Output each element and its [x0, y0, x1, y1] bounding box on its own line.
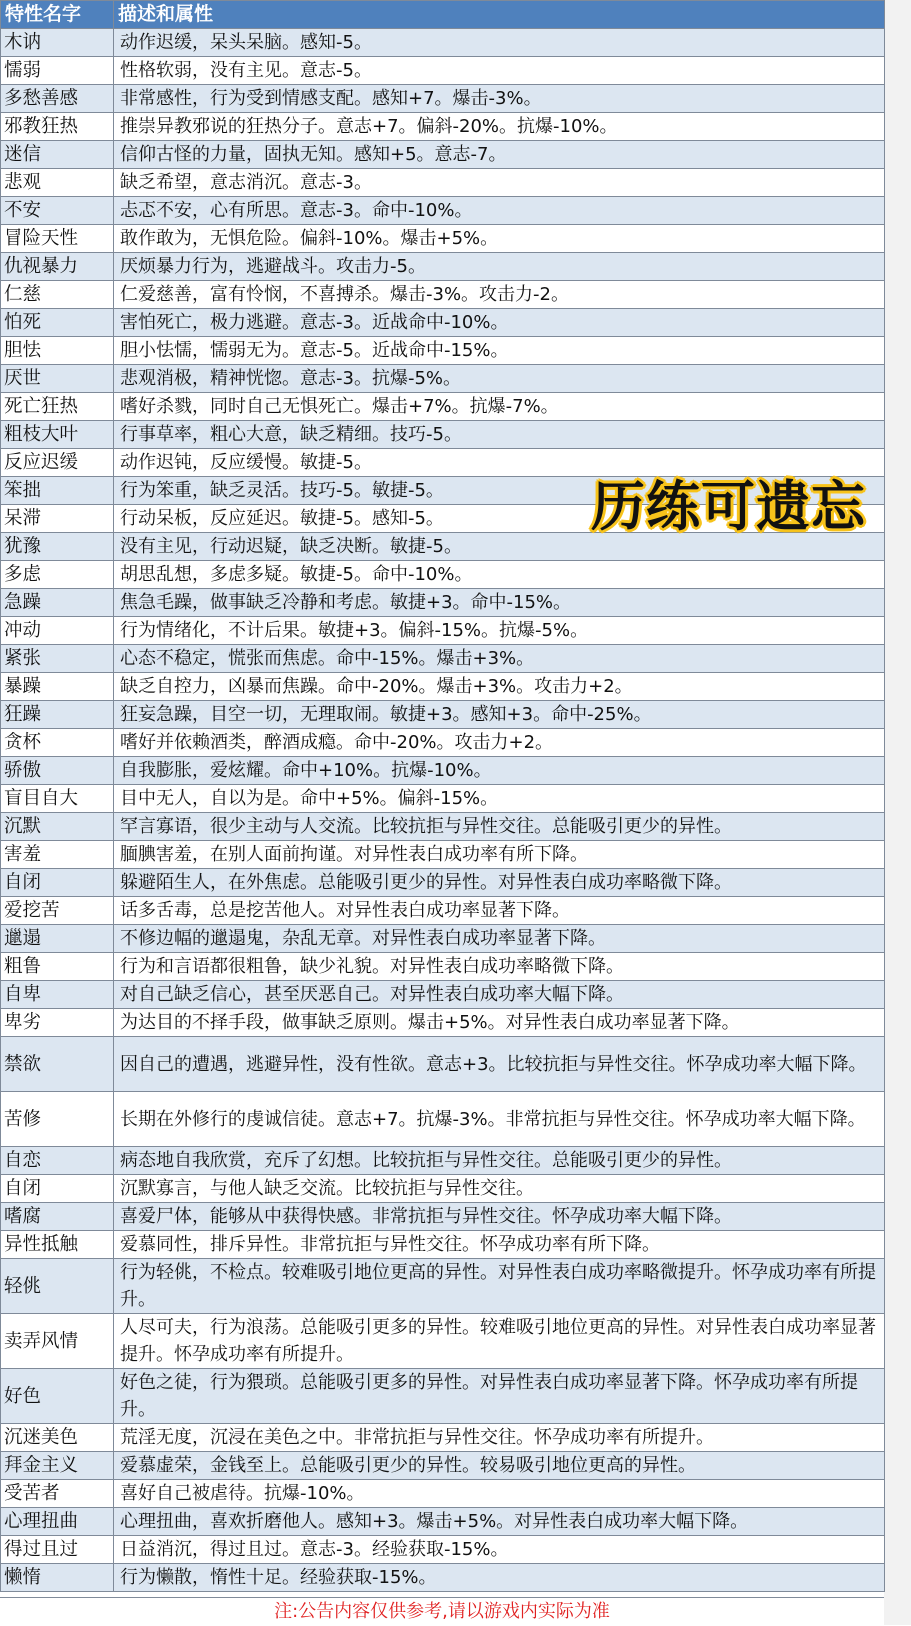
trait-name-cell: 轻佻	[1, 1259, 114, 1314]
trait-description-cell: 腼腆害羞，在别人面前拘谨。对异性表白成功率有所下降。	[114, 841, 885, 869]
table-row	[1, 813, 885, 841]
trait-name-cell: 好色	[1, 1369, 114, 1424]
table-row	[1, 729, 885, 757]
trait-description-cell: 嗜好并依赖酒类，醉酒成瘾。命中-20%。攻击力+2。	[114, 729, 885, 757]
table-row	[1, 365, 885, 393]
trait-description-cell: 悲观消极，精神恍惚。意志-3。抗爆-5%。	[114, 365, 885, 393]
trait-description-cell: 罕言寡语，很少主动与人交流。比较抗拒与异性交往。总能吸引更少的异性。	[114, 813, 885, 841]
trait-name-cell: 反应迟缓	[1, 449, 114, 477]
trait-name-cell: 笨拙	[1, 477, 114, 505]
trait-name-cell: 受苦者	[1, 1480, 114, 1508]
trait-description-cell: 因自己的遭遇，逃避异性，没有性欲。意志+3。比较抗拒与异性交往。怀孕成功率大幅下降。	[114, 1037, 885, 1092]
table-row	[1, 1175, 885, 1203]
trait-description-cell: 行事草率，粗心大意，缺乏精细。技巧-5。	[114, 421, 885, 449]
trait-name-cell: 邋遢	[1, 925, 114, 953]
trait-name-cell: 卖弄风情	[1, 1314, 114, 1369]
table-row	[1, 785, 885, 813]
table-row	[1, 561, 885, 589]
trait-description-cell: 荒淫无度，沉浸在美色之中。非常抗拒与异性交往。怀孕成功率有所提升。	[114, 1424, 885, 1452]
trait-name-cell: 多愁善感	[1, 85, 114, 113]
table-row	[1, 421, 885, 449]
trait-name-cell: 自恋	[1, 1147, 114, 1175]
trait-description-cell: 焦急毛躁，做事缺乏冷静和考虑。敏捷+3。命中-15%。	[114, 589, 885, 617]
trait-name-cell: 仁慈	[1, 281, 114, 309]
table-row	[1, 589, 885, 617]
trait-name-cell: 悲观	[1, 169, 114, 197]
table-row	[1, 757, 885, 785]
trait-description-cell: 不修边幅的邋遢鬼，杂乱无章。对异性表白成功率显著下降。	[114, 925, 885, 953]
table-row	[1, 1314, 885, 1369]
trait-description-cell: 对自己缺乏信心，甚至厌恶自己。对异性表白成功率大幅下降。	[114, 981, 885, 1009]
table-row	[1, 1424, 885, 1452]
table-row	[1, 1452, 885, 1480]
trait-name-cell: 害羞	[1, 841, 114, 869]
trait-name-cell: 不安	[1, 197, 114, 225]
table-row	[1, 897, 885, 925]
trait-description-cell: 动作迟钝，反应缓慢。敏捷-5。	[114, 449, 885, 477]
trait-name-cell: 异性抵触	[1, 1231, 114, 1259]
table-header-row	[1, 1, 885, 29]
trait-name-cell: 禁欲	[1, 1037, 114, 1092]
table-row	[1, 141, 885, 169]
table-row	[1, 1203, 885, 1231]
trait-description-cell: 胆小怯懦，懦弱无为。意志-5。近战命中-15%。	[114, 337, 885, 365]
trait-description-cell: 缺乏自控力，凶暴而焦躁。命中-20%。爆击+3%。攻击力+2。	[114, 673, 885, 701]
trait-name-cell: 冲动	[1, 617, 114, 645]
trait-description-cell: 行为情绪化，不计后果。敏捷+3。偏斜-15%。抗爆-5%。	[114, 617, 885, 645]
trait-name-cell: 盲目自大	[1, 785, 114, 813]
trait-description-cell: 仁爱慈善，富有怜悯，不喜搏杀。爆击-3%。攻击力-2。	[114, 281, 885, 309]
trait-name-cell: 迷信	[1, 141, 114, 169]
header-trait-name: 特性名字	[1, 1, 114, 29]
trait-description-cell: 目中无人，自以为是。命中+5%。偏斜-15%。	[114, 785, 885, 813]
trait-name-cell: 紧张	[1, 645, 114, 673]
trait-description-cell: 为达目的不择手段，做事缺乏原则。爆击+5%。对异性表白成功率显著下降。	[114, 1009, 885, 1037]
trait-description-cell: 病态地自我欣赏，充斥了幻想。比较抗拒与异性交往。总能吸引更少的异性。	[114, 1147, 885, 1175]
trait-description-cell: 沉默寡言，与他人缺乏交流。比较抗拒与异性交往。	[114, 1175, 885, 1203]
watermark-caption: 历练可遗忘	[591, 475, 866, 538]
table-row	[1, 225, 885, 253]
trait-description-cell: 话多舌毒，总是挖苦他人。对异性表白成功率显著下降。	[114, 897, 885, 925]
table-row	[1, 113, 885, 141]
table-row	[1, 645, 885, 673]
table-row	[1, 1147, 885, 1175]
table-row	[1, 1369, 885, 1424]
trait-description-cell: 胡思乱想，多虑多疑。敏捷-5。命中-10%。	[114, 561, 885, 589]
header-description: 描述和属性	[114, 1, 885, 29]
trait-name-cell: 急躁	[1, 589, 114, 617]
trait-name-cell: 自卑	[1, 981, 114, 1009]
table-row	[1, 1231, 885, 1259]
trait-description-cell: 行为懒散，惰性十足。经验获取-15%。	[114, 1564, 885, 1592]
table-row	[1, 869, 885, 897]
table-row	[1, 925, 885, 953]
trait-description-cell: 心态不稳定，慌张而焦虑。命中-15%。爆击+3%。	[114, 645, 885, 673]
trait-name-cell: 邪教狂热	[1, 113, 114, 141]
trait-description-cell: 喜爱尸体，能够从中获得快感。非常抗拒与异性交往。怀孕成功率大幅下降。	[114, 1203, 885, 1231]
trait-description-cell: 喜好自己被虐待。抗爆-10%。	[114, 1480, 885, 1508]
table-row	[1, 701, 885, 729]
trait-description-cell: 忐忑不安，心有所思。意志-3。命中-10%。	[114, 197, 885, 225]
table-row	[1, 393, 885, 421]
table-row	[1, 841, 885, 869]
table-row	[1, 1536, 885, 1564]
table-row	[1, 1037, 885, 1092]
trait-description-cell: 缺乏希望，意志消沉。意志-3。	[114, 169, 885, 197]
trait-description-cell: 性格软弱，没有主见。意志-5。	[114, 57, 885, 85]
table-row	[1, 1480, 885, 1508]
trait-name-cell: 苦修	[1, 1092, 114, 1147]
trait-description-cell: 自我膨胀，爱炫耀。命中+10%。抗爆-10%。	[114, 757, 885, 785]
table-row	[1, 85, 885, 113]
table-row	[1, 1564, 885, 1592]
trait-description-cell: 信仰古怪的力量，固执无知。感知+5。意志-7。	[114, 141, 885, 169]
trait-name-cell: 拜金主义	[1, 1452, 114, 1480]
trait-name-cell: 得过且过	[1, 1536, 114, 1564]
trait-description-cell: 推崇异教邪说的狂热分子。意志+7。偏斜-20%。抗爆-10%。	[114, 113, 885, 141]
trait-description-cell: 敢作敢为，无惧危险。偏斜-10%。爆击+5%。	[114, 225, 885, 253]
trait-name-cell: 怕死	[1, 309, 114, 337]
trait-name-cell: 爱挖苦	[1, 897, 114, 925]
trait-description-cell: 行为和言语都很粗鲁，缺少礼貌。对异性表白成功率略微下降。	[114, 953, 885, 981]
table-row	[1, 29, 885, 57]
trait-description-cell: 没有主见，行动迟疑，缺乏决断。敏捷-5。	[114, 533, 885, 561]
trait-name-cell: 自闭	[1, 869, 114, 897]
footer-notice: 注:公告内容仅供参考,请以游戏内实际为准	[0, 1597, 884, 1626]
trait-name-cell: 狂躁	[1, 701, 114, 729]
trait-name-cell: 死亡狂热	[1, 393, 114, 421]
trait-name-cell: 沉迷美色	[1, 1424, 114, 1452]
trait-name-cell: 贪杯	[1, 729, 114, 757]
trait-name-cell: 厌世	[1, 365, 114, 393]
trait-description-cell: 嗜好杀戮，同时自己无惧死亡。爆击+7%。抗爆-7%。	[114, 393, 885, 421]
trait-description-cell: 行动呆板，反应延迟。敏捷-5。感知-5。	[114, 505, 885, 533]
trait-description-cell: 动作迟缓，呆头呆脑。感知-5。	[114, 29, 885, 57]
trait-name-cell: 粗鲁	[1, 953, 114, 981]
trait-name-cell: 呆滞	[1, 505, 114, 533]
trait-description-cell: 爱慕同性，排斥异性。非常抗拒与异性交往。怀孕成功率有所下降。	[114, 1231, 885, 1259]
table-row	[1, 1508, 885, 1536]
trait-name-cell: 心理扭曲	[1, 1508, 114, 1536]
trait-name-cell: 粗枝大叶	[1, 421, 114, 449]
trait-name-cell: 嗜腐	[1, 1203, 114, 1231]
trait-name-cell: 暴躁	[1, 673, 114, 701]
table-row	[1, 981, 885, 1009]
table-row	[1, 1009, 885, 1037]
trait-name-cell: 沉默	[1, 813, 114, 841]
trait-description-cell: 非常感性，行为受到情感支配。感知+7。爆击-3%。	[114, 85, 885, 113]
table-row	[1, 281, 885, 309]
trait-description-cell: 爱慕虚荣，金钱至上。总能吸引更少的异性。较易吸引地位更高的异性。	[114, 1452, 885, 1480]
table-row	[1, 169, 885, 197]
trait-description-cell: 狂妄急躁，目空一切，无理取闹。敏捷+3。感知+3。命中-25%。	[114, 701, 885, 729]
trait-name-cell: 胆怯	[1, 337, 114, 365]
trait-name-cell: 多虑	[1, 561, 114, 589]
trait-description-cell: 躲避陌生人，在外焦虑。总能吸引更少的异性。对异性表白成功率略微下降。	[114, 869, 885, 897]
table-row	[1, 673, 885, 701]
trait-name-cell: 骄傲	[1, 757, 114, 785]
trait-description-cell: 厌烦暴力行为，逃避战斗。攻击力-5。	[114, 253, 885, 281]
table-row	[1, 1259, 885, 1314]
trait-description-cell: 人尽可夫，行为浪荡。总能吸引更多的异性。较难吸引地位更高的异性。对异性表白成功率显著提升。怀孕成功率有所提升。	[114, 1314, 885, 1369]
trait-name-cell: 卑劣	[1, 1009, 114, 1037]
table-row	[1, 337, 885, 365]
trait-description-cell: 行为笨重，缺乏灵活。技巧-5。敏捷-5。	[114, 477, 885, 505]
trait-name-cell: 仇视暴力	[1, 253, 114, 281]
table-row	[1, 617, 885, 645]
trait-name-cell: 自闭	[1, 1175, 114, 1203]
table-row	[1, 309, 885, 337]
sheet-right-margin	[884, 0, 911, 1625]
trait-description-cell: 心理扭曲，喜欢折磨他人。感知+3。爆击+5%。对异性表白成功率大幅下降。	[114, 1508, 885, 1536]
trait-name-cell: 冒险天性	[1, 225, 114, 253]
table-row	[1, 197, 885, 225]
table-row	[1, 953, 885, 981]
table-row	[1, 253, 885, 281]
trait-description-cell: 好色之徒，行为猥琐。总能吸引更多的异性。对异性表白成功率显著下降。怀孕成功率有所提升。	[114, 1369, 885, 1424]
table-row	[1, 57, 885, 85]
trait-description-cell: 行为轻佻，不检点。较难吸引地位更高的异性。对异性表白成功率略微提升。怀孕成功率有所提升。	[114, 1259, 885, 1314]
trait-name-cell: 犹豫	[1, 533, 114, 561]
trait-description-cell: 日益消沉，得过且过。意志-3。经验获取-15%。	[114, 1536, 885, 1564]
trait-description-cell: 长期在外修行的虔诚信徒。意志+7。抗爆-3%。非常抗拒与异性交往。怀孕成功率大幅下降。	[114, 1092, 885, 1147]
table-row	[1, 1092, 885, 1147]
trait-name-cell: 懦弱	[1, 57, 114, 85]
trait-description-cell: 害怕死亡，极力逃避。意志-3。近战命中-10%。	[114, 309, 885, 337]
trait-name-cell: 木讷	[1, 29, 114, 57]
trait-name-cell: 懒惰	[1, 1564, 114, 1592]
